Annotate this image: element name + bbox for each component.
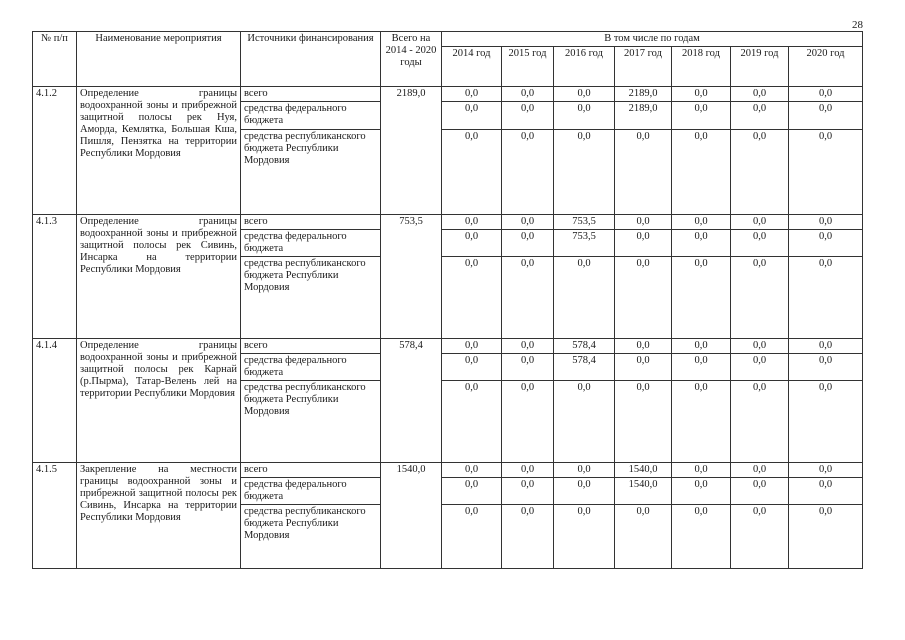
- header-num: № п/п: [33, 32, 77, 87]
- year-value: 0,0: [615, 505, 672, 569]
- year-value: 0,0: [502, 87, 554, 102]
- year-value: 0,0: [615, 381, 672, 463]
- table-body: [33, 87, 863, 569]
- header-total: Всего на 2014 - 2020 годы: [381, 32, 442, 87]
- year-value: 0,0: [442, 381, 502, 463]
- year-value: 0,0: [731, 463, 789, 478]
- year-value: 0,0: [442, 230, 502, 257]
- year-value: 0,0: [789, 463, 863, 478]
- year-value: 0,0: [502, 478, 554, 505]
- year-value: 0,0: [672, 463, 731, 478]
- measure-name: Определение границы водоохранной зоны и прибрежной защитной полосы рек Карнай (р.Пырма), Татар-Велень лей на территории Республики Мордовия: [77, 339, 241, 463]
- measure-name: Закрепление на местности границы водоохранной зоны и прибрежной защитной полосы рек Сивинь, Инсарка на территории Республики Мордовия: [77, 463, 241, 569]
- year-value: 0,0: [731, 102, 789, 130]
- year-value: 1540,0: [615, 463, 672, 478]
- year-value: 0,0: [502, 257, 554, 339]
- year-value: 0,0: [731, 215, 789, 230]
- year-value: 0,0: [615, 130, 672, 215]
- year-value: 0,0: [442, 505, 502, 569]
- total-amount: 1540,0: [381, 463, 442, 569]
- total-amount: 753,5: [381, 215, 442, 339]
- year-value: 0,0: [672, 87, 731, 102]
- header-year: 2015 год: [502, 47, 554, 87]
- year-value: 0,0: [672, 130, 731, 215]
- measure-name: Определение границы водоохранной зоны и прибрежной защитной полосы рек Нуя, Аморда, Кемлятка, Большая Кша, Пишля, Пензятка на территории Республики Мордовия: [77, 87, 241, 215]
- row-number: 4.1.4: [33, 339, 77, 463]
- header-source: Источники финансирования: [241, 32, 381, 87]
- year-value: 0,0: [731, 354, 789, 381]
- page-number: 28: [852, 19, 863, 31]
- funding-source: средства федерального бюджета: [241, 478, 381, 505]
- year-value: 0,0: [731, 230, 789, 257]
- year-value: 0,0: [789, 257, 863, 339]
- year-value: 0,0: [442, 215, 502, 230]
- header-year: 2018 год: [672, 47, 731, 87]
- table-row: [33, 463, 863, 478]
- year-value: 0,0: [502, 130, 554, 215]
- year-value: 0,0: [442, 478, 502, 505]
- year-value: 2189,0: [615, 102, 672, 130]
- year-value: 0,0: [672, 257, 731, 339]
- table-row: [33, 339, 863, 354]
- header-year: 2017 год: [615, 47, 672, 87]
- year-value: 0,0: [672, 354, 731, 381]
- year-value: 1540,0: [615, 478, 672, 505]
- funding-source: средства республиканского бюджета Республики Мордовия: [241, 130, 381, 215]
- year-value: 578,4: [554, 339, 615, 354]
- funding-source: средства республиканского бюджета Республики Мордовия: [241, 505, 381, 569]
- header-year: 2019 год: [731, 47, 789, 87]
- row-number: 4.1.2: [33, 87, 77, 215]
- year-value: 0,0: [731, 505, 789, 569]
- year-value: 0,0: [615, 354, 672, 381]
- year-value: 0,0: [442, 102, 502, 130]
- funding-source: всего: [241, 463, 381, 478]
- year-value: 0,0: [731, 339, 789, 354]
- year-value: 0,0: [615, 257, 672, 339]
- year-value: 0,0: [672, 478, 731, 505]
- year-value: 0,0: [672, 381, 731, 463]
- funding-source: средства республиканского бюджета Республики Мордовия: [241, 257, 381, 339]
- year-value: 0,0: [554, 505, 615, 569]
- year-value: 0,0: [502, 339, 554, 354]
- year-value: 0,0: [554, 478, 615, 505]
- year-value: 0,0: [554, 87, 615, 102]
- year-value: 0,0: [672, 230, 731, 257]
- funding-source: средства федерального бюджета: [241, 102, 381, 130]
- year-value: 0,0: [554, 381, 615, 463]
- year-value: 0,0: [502, 102, 554, 130]
- year-value: 0,0: [789, 102, 863, 130]
- funding-source: всего: [241, 215, 381, 230]
- year-value: 0,0: [442, 257, 502, 339]
- year-value: 0,0: [789, 87, 863, 102]
- measure-name: Определение границы водоохранной зоны и прибрежной защитной полосы рек Сивинь, Инсарка на территории Республики Мордовия: [77, 215, 241, 339]
- year-value: 0,0: [672, 215, 731, 230]
- funding-source: средства федерального бюджета: [241, 230, 381, 257]
- year-value: 0,0: [442, 463, 502, 478]
- year-value: 2189,0: [615, 87, 672, 102]
- header-year: 2016 год: [554, 47, 615, 87]
- year-value: 0,0: [442, 130, 502, 215]
- year-value: 0,0: [731, 381, 789, 463]
- year-value: 0,0: [731, 130, 789, 215]
- year-value: 578,4: [554, 354, 615, 381]
- year-value: 0,0: [615, 339, 672, 354]
- header-name: Наименование мероприятия: [77, 32, 241, 87]
- year-value: 0,0: [789, 130, 863, 215]
- year-value: 0,0: [554, 257, 615, 339]
- year-value: 0,0: [502, 505, 554, 569]
- header-year: 2014 год: [442, 47, 502, 87]
- year-value: 753,5: [554, 230, 615, 257]
- year-value: 0,0: [789, 505, 863, 569]
- year-value: 0,0: [789, 230, 863, 257]
- year-value: 0,0: [672, 339, 731, 354]
- funding-source: всего: [241, 87, 381, 102]
- year-value: 0,0: [731, 87, 789, 102]
- total-amount: 578,4: [381, 339, 442, 463]
- row-number: 4.1.5: [33, 463, 77, 569]
- year-value: 0,0: [789, 478, 863, 505]
- year-value: 0,0: [554, 463, 615, 478]
- year-value: 0,0: [442, 339, 502, 354]
- header-year: 2020 год: [789, 47, 863, 87]
- table-row: [33, 215, 863, 230]
- year-value: 0,0: [554, 102, 615, 130]
- year-value: 0,0: [502, 215, 554, 230]
- financing-table: [32, 31, 863, 569]
- year-value: 0,0: [502, 381, 554, 463]
- year-value: 0,0: [672, 505, 731, 569]
- year-value: 0,0: [502, 354, 554, 381]
- year-value: 0,0: [731, 478, 789, 505]
- year-value: 0,0: [789, 339, 863, 354]
- row-number: 4.1.3: [33, 215, 77, 339]
- table-header: [33, 32, 863, 87]
- total-amount: 2189,0: [381, 87, 442, 215]
- year-value: 0,0: [672, 102, 731, 130]
- year-value: 0,0: [731, 257, 789, 339]
- year-value: 753,5: [554, 215, 615, 230]
- header-years-group: В том числе по годам: [442, 32, 863, 47]
- table-row: [33, 87, 863, 102]
- year-value: 0,0: [502, 230, 554, 257]
- year-value: 0,0: [502, 463, 554, 478]
- year-value: 0,0: [615, 230, 672, 257]
- year-value: 0,0: [554, 130, 615, 215]
- year-value: 0,0: [789, 381, 863, 463]
- year-value: 0,0: [615, 215, 672, 230]
- year-value: 0,0: [789, 354, 863, 381]
- year-value: 0,0: [789, 215, 863, 230]
- funding-source: средства федерального бюджета: [241, 354, 381, 381]
- year-value: 0,0: [442, 87, 502, 102]
- funding-source: средства республиканского бюджета Республики Мордовия: [241, 381, 381, 463]
- year-value: 0,0: [442, 354, 502, 381]
- funding-source: всего: [241, 339, 381, 354]
